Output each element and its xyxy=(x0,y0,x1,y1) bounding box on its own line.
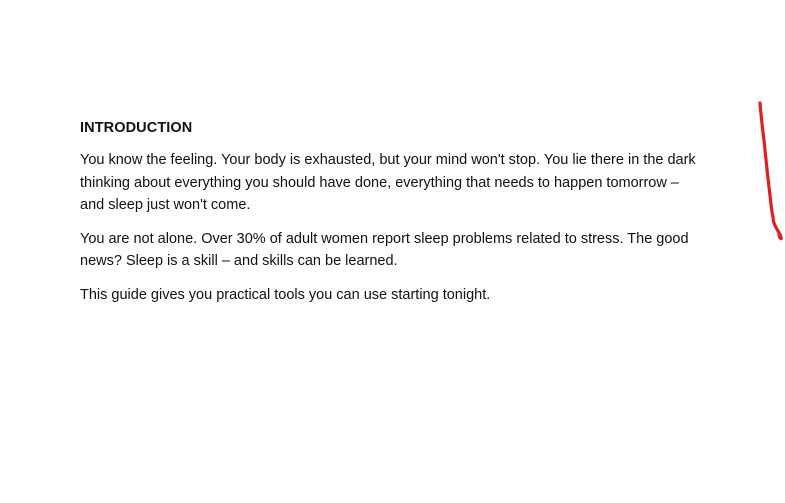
paragraph-3: This guide gives you practical tools you can use starting tonight. xyxy=(80,286,491,303)
paragraph-2: You are not alone. Over 30% of adult women report sleep problems related to stress. The good news? Sleep is a skill – and skills can be learned. xyxy=(80,230,689,269)
red-pen-stroke-icon xyxy=(750,95,785,245)
paragraph-1: You know the feeling. Your body is exhausted, but your mind won't stop. You lie there in the dark thinking about everything you should have done, everything that needs to happen tomorrow – and sleep just won't come. xyxy=(80,152,696,213)
document-body xyxy=(80,119,700,317)
section-heading: INTRODUCTION xyxy=(80,120,193,136)
